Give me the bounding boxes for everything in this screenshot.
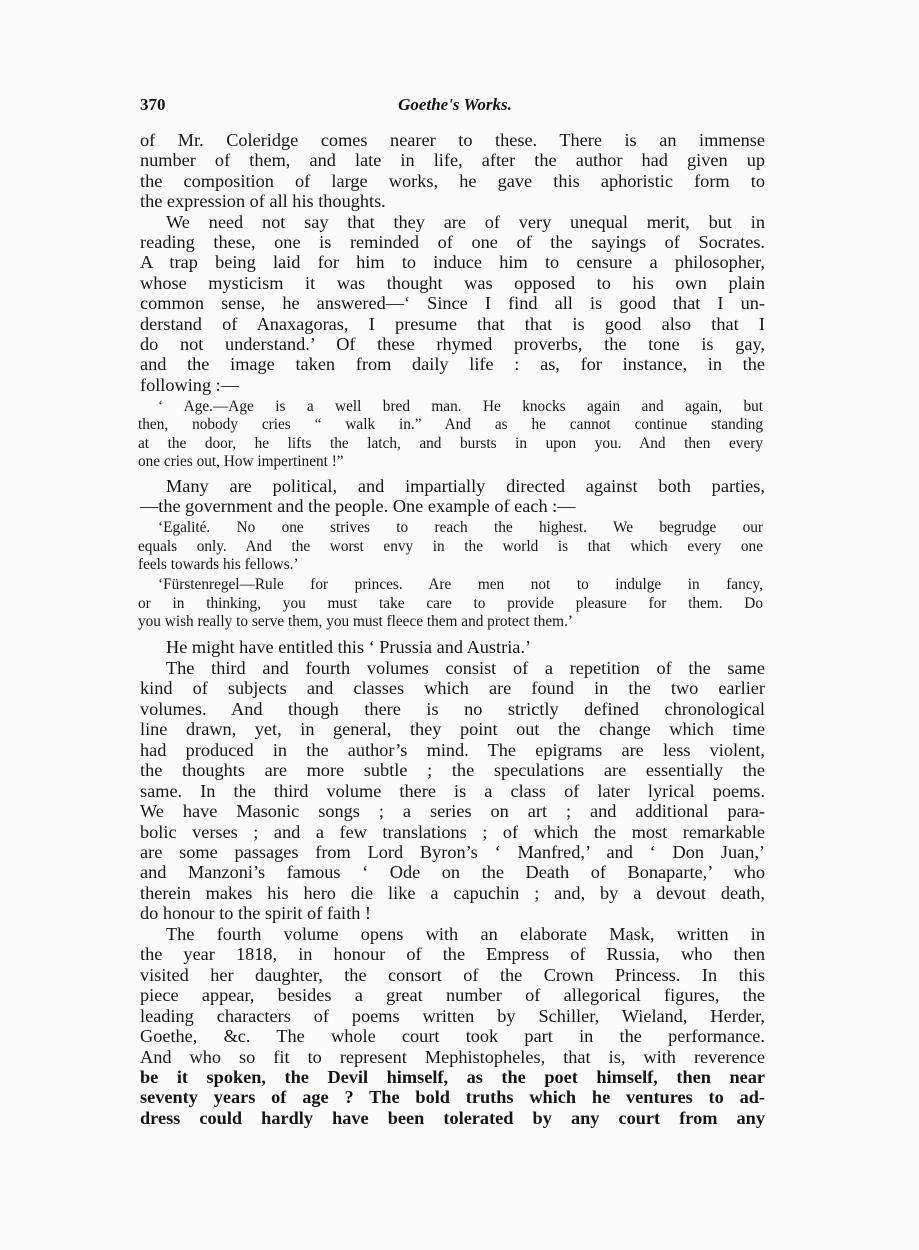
text-line: do not understand.’ Of these rhymed proverbs, the tone is gay, [140,334,765,354]
text-line: and the image taken from daily life : as, for instance, in the [140,354,765,374]
text-line: following :— [140,375,240,395]
text-line: He might have entitled this ‘ Prussia and Austria.’ [166,637,532,657]
text-line: number of them, and late in life, after the author had given up [140,150,765,170]
text-line: and Manzoni’s famous ‘ Ode on the Death of Bonaparte,’ who [140,862,765,882]
quote-line: one cries out, How impertinent !” [138,453,344,470]
text-line: whose mysticism it was thought was opposed to his own plain [140,273,765,293]
text-line: the year 1818, in honour of the Empress of Russia, who then [140,944,765,964]
text-line: volumes. And though there is no strictly defined chronological [140,699,765,719]
text-line: reading these, one is reminded of one of the sayings of Socrates. [140,232,765,252]
text-line: be it spoken, the Devil himself, as the poet himself, then near [140,1067,765,1087]
text-line: do honour to the spirit of faith ! [140,903,372,923]
text-line: piece appear, besides a great number of allegorical figures, the [140,985,765,1005]
page-number: 370 [140,95,166,114]
quote-line: or in thinking, you must take care to provide pleasure for them. Do [138,595,763,612]
text-line: dress could hardly have been tolerated by any court from any [140,1108,765,1128]
quote-line: equals only. And the worst envy in the world is that which every one [138,538,763,555]
text-line: Many are political, and impartially directed against both parties, [166,476,765,496]
text-line: A trap being laid for him to induce him to censure a philosopher, [140,252,765,272]
text-line: leading characters of poems written by Schiller, Wieland, Herder, [140,1006,765,1026]
text-line: Goethe, &c. The whole court took part in the performance. [140,1026,765,1046]
text-line: derstand of Anaxagoras, I presume that that is good also that I [140,314,765,334]
quote-line: ‘Egalité. No one strives to reach the highest. We begrudge our [158,519,763,536]
text-line: the thoughts are more subtle ; the speculations are essentially the [140,760,765,780]
quote-line: ‘Fürstenregel—Rule for princes. Are men not to indulge in fancy, [158,576,763,593]
text-line: —the government and the people. One example of each :— [140,496,576,516]
running-title: Goethe's Works. [398,95,512,114]
quote-line: you wish really to serve them, you must fleece them and protect them.’ [138,613,573,630]
text-line: same. In the third volume there is a class of later lyrical poems. [140,781,765,801]
text-line: of Mr. Coleridge comes nearer to these. There is an immense [140,130,765,150]
running-header [140,95,765,117]
quote-line: feels towards his fellows.’ [138,556,299,573]
text-line: We need not say that they are of very unequal merit, but in [166,212,765,232]
text-line: The third and fourth volumes consist of a repetition of the same [166,658,765,678]
text-line: seventy years of age ? The bold truths which he ventures to ad- [140,1087,765,1107]
text-line: We have Masonic songs ; a series on art ; and additional para- [140,801,765,821]
text-line: line drawn, yet, in general, they point out the change which time [140,719,765,739]
text-line: are some passages from Lord Byron’s ‘ Manfred,’ and ‘ Don Juan,’ [140,842,765,862]
text-line: the composition of large works, he gave this aphoristic form to [140,171,765,191]
text-line: had produced in the author’s mind. The epigrams are less violent, [140,740,765,760]
quote-line: at the door, he lifts the latch, and bursts in upon you. And then every [138,435,763,452]
text-line: The fourth volume opens with an elaborate Mask, written in [166,924,765,944]
text-line: kind of subjects and classes which are found in the two earlier [140,678,765,698]
quote-line: ‘ Age.—Age is a well bred man. He knocks again and again, but [158,398,763,415]
text-line: And who so fit to represent Mephistopheles, that is, with reverence [140,1047,765,1067]
text-line: common sense, he answered—‘ Since I find all is good that I un- [140,293,765,313]
text-line: bolic verses ; and a few translations ; of which the most remarkable [140,822,765,842]
quote-line: then, nobody cries “ walk in.” And as he cannot continue standing [138,416,763,433]
text-line: visited her daughter, the consort of the Crown Princess. In this [140,965,765,985]
text-line: the expression of all his thoughts. [140,191,386,211]
text-line: therein makes his hero die like a capuchin ; and, by a devout death, [140,883,765,903]
